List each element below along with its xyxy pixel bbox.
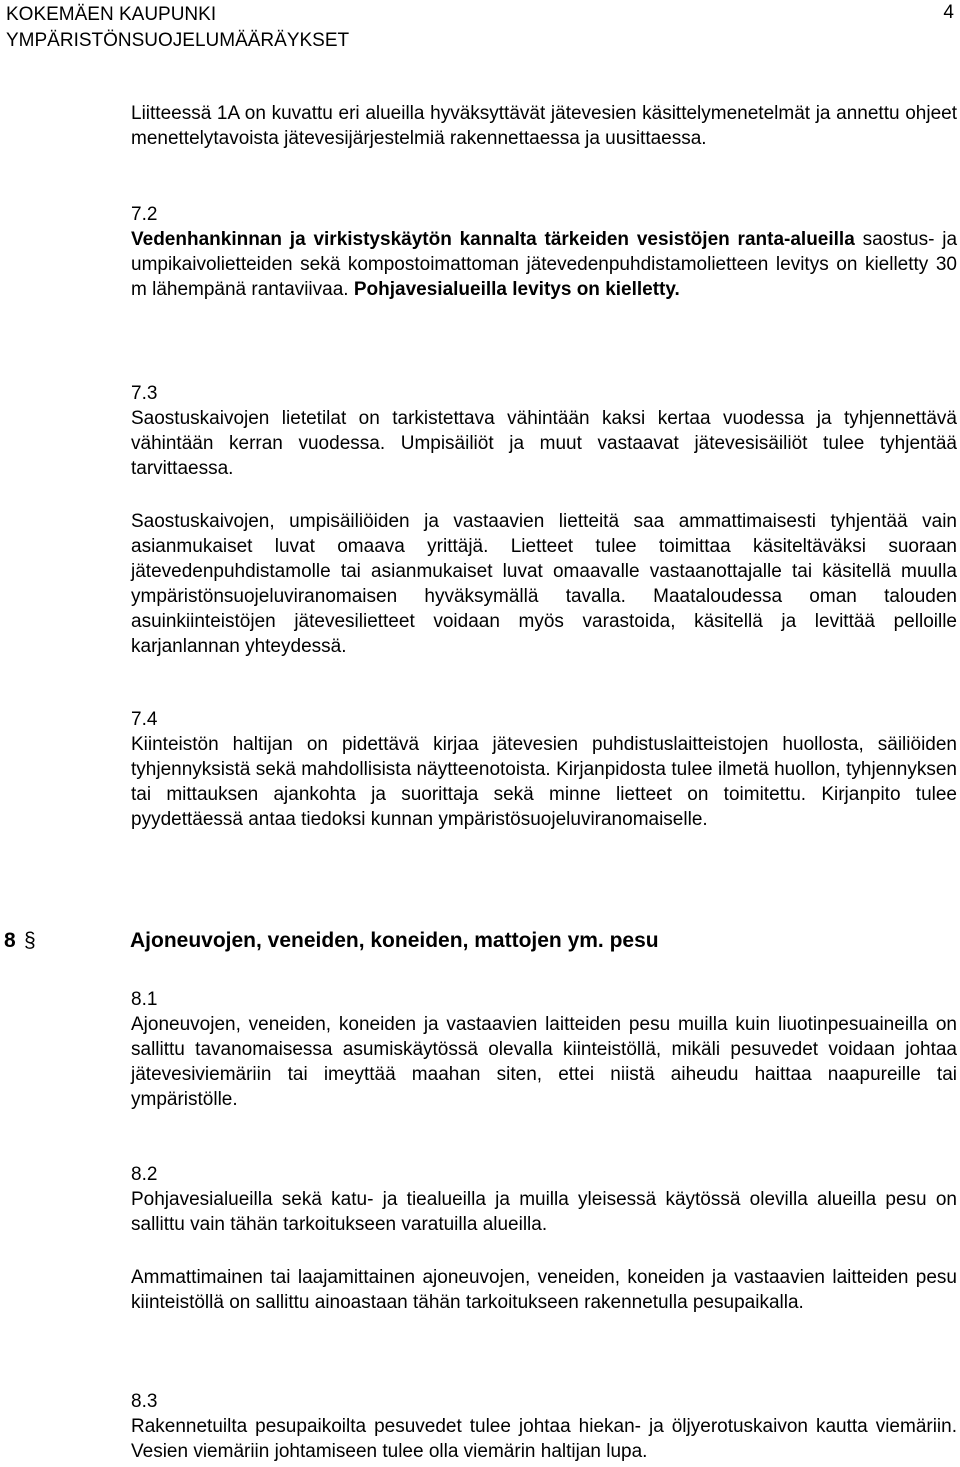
section-8-1-number: 8.1	[131, 989, 158, 1010]
section-7-2-paragraph	[131, 227, 957, 302]
intro-block	[131, 101, 957, 151]
section-7-2-text: saostus- ja umpikaivolietteiden sekä kompostoimattoman jätevedenpuhdistamolietteen levitys on kielletty 30 m lähempänä rantaviivaa.	[131, 229, 958, 300]
section-8-2-paragraph-2: Ammattimainen tai laajamittainen ajoneuvojen, veneiden, koneiden ja vastaavien laitteiden pesu kiinteistöllä on sallittu ainoastaan tähän tarkoitukseen rakennetulla pesupaikalla.	[131, 1267, 957, 1313]
section-7-3-paragraph-1: Saostuskaivojen lietetilat on tarkistettava vähintään kaksi kertaa vuodessa ja tyhjennettävä vähintään kerran vuodessa. Umpisäiliöt ja muut vastaavat jätevesisäiliöt tulee tyhjentää tarvittaessa.	[131, 408, 957, 479]
section-8-heading	[4, 926, 659, 956]
section-7-2-bold-lead: Vedenhankinnan ja virkistyskäytön kannalta tärkeiden vesistöjen ranta-alueilla	[131, 229, 855, 250]
section-7-2-bold-tail: Pohjavesialueilla levitys on kielletty.	[353, 279, 680, 300]
intro-paragraph: Liitteessä 1A on kuvattu eri alueilla hyväksyttävät jätevesien käsittelymenetelmät ja annettu ohjeet menettelytavoista jätevesijärjestelmiä rakennettaessa ja uusittaessa.	[131, 103, 957, 149]
section-8-number: 8	[4, 929, 16, 952]
page-header	[6, 2, 349, 54]
section-7-3	[131, 381, 957, 659]
section-7-4	[131, 707, 957, 832]
header-document-title: YMPÄRISTÖNSUOJELUMÄÄRÄYKSET	[6, 30, 350, 51]
section-7-4-number: 7.4	[131, 709, 158, 730]
section-8-2	[131, 1162, 957, 1315]
section-8-1-paragraph: Ajoneuvojen, veneiden, koneiden ja vastaavien laitteiden pesu muilla kuin liuotinpesuaineilla on sallittu tavanomaisessa asumiskäytössä olevalla kiinteistöllä, mikäli pesuvedet voidaan johtaa jätevesiviemäriin tai imeyttää maahan siten, ettei niistä aiheudu haittaa naapureille tai ympäristölle.	[131, 1014, 957, 1110]
section-7-2	[131, 202, 957, 302]
section-7-3-paragraph-2: Saostuskaivojen, umpisäiliöiden ja vastaavien lietteitä saa ammattimaisesti tyhjentää vain asianmukaiset luvat omaava yrittäjä. Lietteet tulee toimittaa käsiteltäväksi suoraan jätevedenpuhdistamolle tai asianmukaiset luvat omaavalle vastaanottajalle tai käsitellä muulla ympäristönsuojeluviranomaisen hyväksymällä tavalla. Maataloudessa oman talouden asuinkiinteistöjen jätevesilietteet voidaan myös varastoida, käsitellä ja levittää pelloille karjanlannan yhteydessä.	[131, 511, 957, 657]
section-7-2-number: 7.2	[131, 204, 158, 225]
section-7-3-number: 7.3	[131, 383, 158, 404]
section-sign: §	[24, 929, 36, 952]
section-8-title: Ajoneuvojen, veneiden, koneiden, mattojen ym. pesu	[130, 929, 659, 952]
section-7-4-paragraph: Kiinteistön haltijan on pidettävä kirjaa jätevesien puhdistuslaitteistojen huollosta, säiliöiden tyhjennyksistä sekä mahdollisista näytteenotoista. Kirjanpidosta tulee ilmetä huollon, tyhjennyksen tai mittauksen ajankohta ja suorittaja sekä minne lietteet on toimitettu. Kirjanpito tulee pyydettäessä antaa tiedoksi kunnan ympäristösuojeluviranomaiselle.	[131, 734, 957, 830]
section-8-1	[131, 987, 957, 1112]
page-number: 4	[943, 2, 954, 23]
section-8-2-paragraph-1: Pohjavesialueilla sekä katu- ja tiealueilla ja muilla yleisessä käytössä olevilla alueilla pesu on sallittu vain tähän tarkoitukseen varatuilla alueilla.	[131, 1189, 957, 1235]
section-8-3-paragraph: Rakennetuilta pesupaikoilta pesuvedet tulee johtaa hiekan- ja öljyerotuskaivon kautta viemäriin. Vesien viemäriin johtamiseen tulee olla viemärin haltijan lupa.	[131, 1416, 957, 1462]
section-8-3-number: 8.3	[131, 1391, 158, 1412]
header-organization: KOKEMÄEN KAUPUNKI	[6, 4, 217, 25]
section-8-2-number: 8.2	[131, 1164, 158, 1185]
section-8-3	[131, 1389, 957, 1464]
